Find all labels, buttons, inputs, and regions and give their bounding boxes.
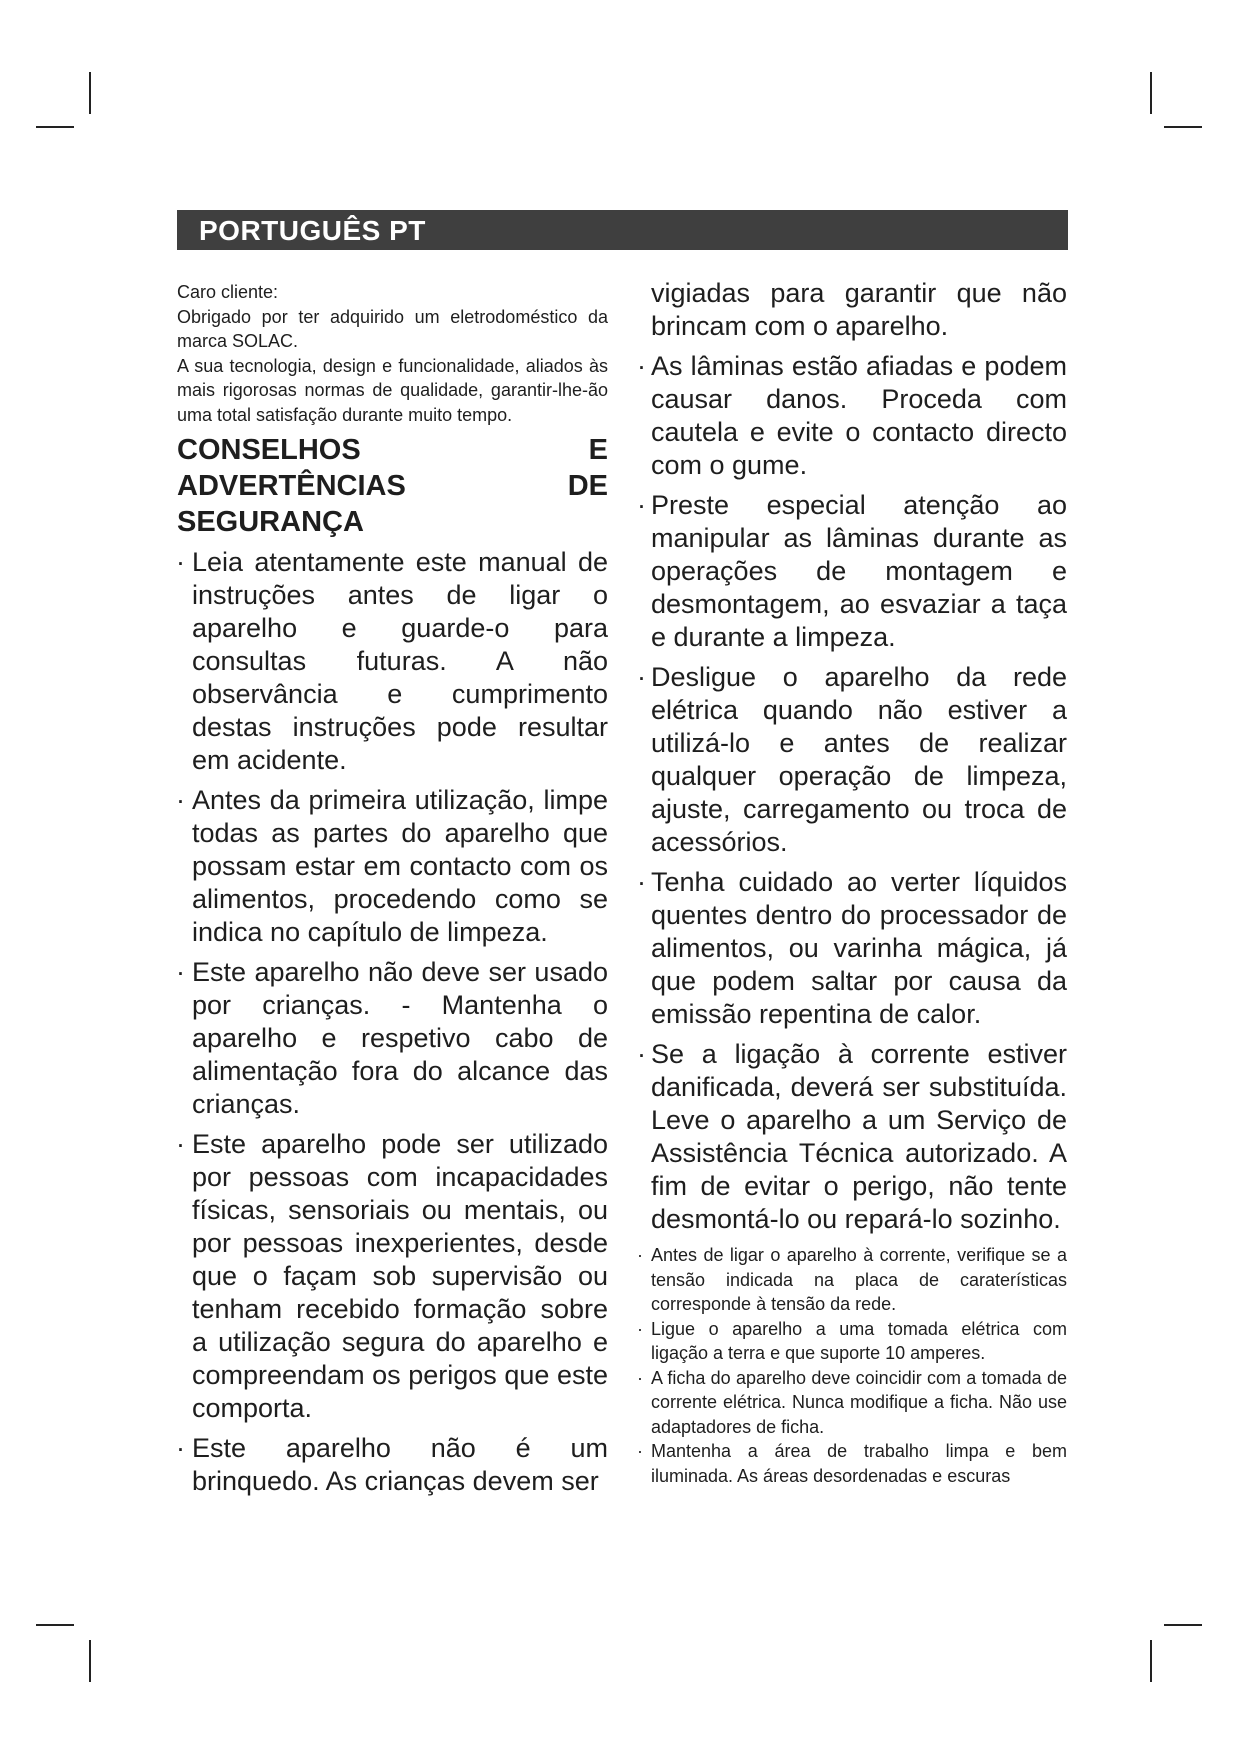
list-item: · Este aparelho não deve ser usado por crianças. - Mantenha o aparelho e respetivo cabo de alimentação fora do alcance das crianças. <box>177 956 608 1121</box>
language-title: PORTUGUÊS PT <box>199 215 426 246</box>
section-heading: CONSELHOS E ADVERTÊNCIAS DE SEGURANÇA <box>177 434 608 538</box>
crop-mark-top-right <box>1164 126 1202 128</box>
list-item: · Desligue o aparelho da rede elétrica quando não estiver a utilizá-lo e antes de realizar qualquer operação de limpeza, ajuste, carregamento ou troca de acessórios. <box>651 661 1067 859</box>
crop-mark-bottom-left <box>89 1640 91 1682</box>
list-item: · Este aparelho não é um brinquedo. As crianças devem ser <box>177 1432 608 1498</box>
list-item: · Leia atentamente este manual de instruções antes de ligar o aparelho e guarde-o para consultas futuras. A não observância e cumprimento destas instruções pode resultar em acidente. <box>177 546 608 777</box>
language-banner <box>177 210 1068 250</box>
list-item: · Preste especial atenção ao manipular as lâminas durante as operações de montagem e desmontagem, ao esvaziar a taça e durante a limpeza. <box>651 489 1067 654</box>
list-item: · Mantenha a área de trabalho limpa e bem iluminada. As áreas desordenadas e escuras <box>651 1439 1067 1488</box>
list-item: · Antes da primeira utilização, limpe todas as partes do aparelho que possam estar em contacto com os alimentos, procedendo como se indica no capítulo de limpeza. <box>177 784 608 949</box>
crop-mark-top-left <box>89 72 91 114</box>
list-item: · A ficha do aparelho deve coincidir com a tomada de corrente elétrica. Nunca modifique a ficha. Não use adaptadores de ficha. <box>651 1366 1067 1440</box>
list-item: · Se a ligação à corrente estiver danificada, deverá ser substituída. Leve o aparelho a um Serviço de Assistência Técnica autorizado. A fim de evitar o perigo, não tente desmontá-lo ou repará-lo sozinho. <box>651 1038 1067 1236</box>
intro-paragraph-2: A sua tecnologia, design e funcionalidade, aliados às mais rigorosas normas de qualidade, garantir-lhe-ão uma total satisfação durante muito tempo. <box>177 355 608 425</box>
safety-list-left <box>177 546 608 1498</box>
list-item: · Ligue o aparelho a uma tomada elétrica com ligação a terra e que suporte 10 amperes. <box>651 1317 1067 1366</box>
continued-text: vigiadas para garantir que não brincam com o aparelho. <box>651 278 1067 341</box>
intro-paragraph-1: Obrigado por ter adquirido um eletrodoméstico da marca SOLAC. <box>177 306 608 351</box>
crop-mark-bottom-left <box>36 1624 74 1626</box>
list-item: · As lâminas estão afiadas e podem causar danos. Proceda com cautela e evite o contacto directo com o gume. <box>651 350 1067 482</box>
crop-mark-top-right <box>1150 72 1152 114</box>
crop-mark-bottom-right <box>1150 1640 1152 1682</box>
left-column <box>177 280 608 1505</box>
safety-list-small <box>651 1243 1067 1488</box>
list-item: · Tenha cuidado ao verter líquidos quentes dentro do processador de alimentos, ou varinha mágica, já que podem saltar por causa da emissão repentina de calor. <box>651 866 1067 1031</box>
right-column <box>651 277 1067 1488</box>
crop-mark-bottom-right <box>1164 1624 1202 1626</box>
list-item: · Antes de ligar o aparelho à corrente, verifique se a tensão indicada na placa de caraterísticas corresponde à tensão da rede. <box>651 1243 1067 1317</box>
safety-list-right <box>651 350 1067 1236</box>
list-item: · Este aparelho pode ser utilizado por pessoas com incapacidades físicas, sensoriais ou mentais, ou por pessoas inexperientes, desde que o façam sob supervisão ou tenham recebido formação sobre a utilização segura do aparelho e compreendam os perigos que este comporta. <box>177 1128 608 1425</box>
intro-greeting: Caro cliente: <box>177 282 279 302</box>
crop-mark-top-left <box>36 126 74 128</box>
